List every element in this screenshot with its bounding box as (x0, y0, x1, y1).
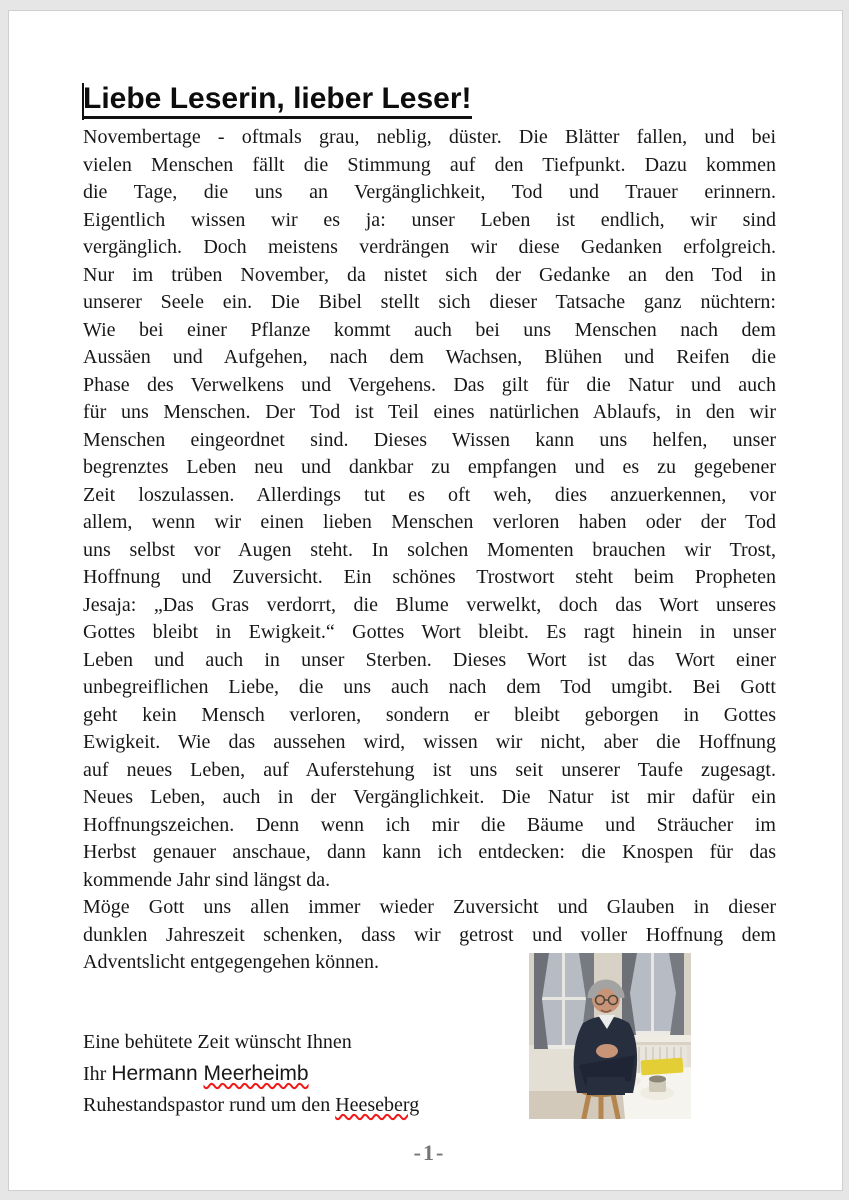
signature-name-line (83, 1058, 523, 1090)
article-body (83, 124, 776, 977)
signature-name-prefix: Ihr (83, 1062, 112, 1085)
text-line: vergänglich. Doch meistens verdrängen wir diese Gedanken erfolgreich. (83, 236, 776, 258)
text-line: Neues Leben, auch in der Vergänglichkeit. Die Natur ist mir dafür ein (83, 786, 776, 808)
text-line: begrenztes Leben neu und dankbar zu empfangen und es zu gegebener (83, 456, 776, 478)
text-line: Hoffnungszeichen. Denn wenn ich mir die Bäume und Sträucher im (83, 813, 776, 836)
pastor-photo-illustration (529, 953, 691, 1119)
paragraph (83, 124, 776, 894)
signature-role-line (83, 1090, 523, 1121)
text-line: Zeit loszulassen. Allerdings tut es oft weh, dies anzuerkennen, vor (83, 483, 776, 506)
text-line: unserer Seele ein. Die Bibel stellt sich dieser Tatsache ganz nüchtern: (83, 291, 776, 313)
text-line: allem, wenn wir einen lieben Menschen verloren haben oder der Tod (83, 511, 776, 533)
text-line: unbegreiflichen Liebe, die uns auch nach dem Tod umgibt. Bei Gott (83, 676, 776, 698)
text-line: Herbst genauer anschaue, dann kann ich entdecken: die Knospen für das (83, 841, 776, 863)
text-line: Eigentlich wissen wir es ja: unser Leben ist endlich, wir sind (83, 208, 776, 231)
text-line: vielen Menschen fällt die Stimmung auf den Tiefpunkt. Dazu kommen (83, 153, 776, 176)
signature-wish-text: Eine behütete Zeit wünscht Ihnen (83, 1030, 352, 1053)
signature-surname-misspelled: Meerheimb (203, 1061, 309, 1085)
signature-place-misspelled: Heeseberg (335, 1093, 420, 1116)
pastor-photo[interactable] (529, 953, 691, 1119)
text-line: Leben und auch in unser Sterben. Dieses Wort ist das Wort einer (83, 648, 776, 671)
text-line: Novembertage - oftmals grau, neblig, düster. Die Blätter fallen, und bei (83, 126, 776, 148)
text-line: Wie bei einer Pflanze kommt auch bei uns Menschen nach dem (83, 318, 776, 341)
text-line: Gottes bleibt in Ewigkeit.“ Gottes Wort bleibt. Es ragt hinein in unser (83, 621, 776, 643)
text-line: für uns Menschen. Der Tod ist Teil eines natürlichen Ablaufs, in den wir (83, 401, 776, 423)
signature-block (83, 1027, 523, 1121)
text-line: Möge Gott uns allen immer wieder Zuversicht und Glauben in dieser (83, 896, 776, 918)
text-line: geht kein Mensch verloren, sondern er bleibt geborgen in Gottes (83, 703, 776, 726)
page-title (83, 83, 774, 115)
signature-wish-line (83, 1027, 523, 1058)
text-line: Phase des Verwelkens und Vergehens. Das gilt für die Natur und auch (83, 373, 776, 396)
text-line: dunklen Jahreszeit schenken, dass wir getrost und voller Hoffnung dem (83, 923, 776, 946)
text-line: Hoffnung und Zuversicht. Ein schönes Trostwort steht beim Propheten (83, 566, 776, 588)
page-content (9, 11, 842, 1166)
text-line: Nur im trüben November, da nistet sich der Gedanke an den Tod in (83, 263, 776, 286)
page-number: -1- (413, 1139, 446, 1165)
text-line: kommende Jahr sind längst da. (83, 868, 331, 891)
signature-first-name: Hermann (111, 1061, 204, 1085)
text-line: uns selbst vor Augen steht. In solchen Momenten brauchen wir Trost, (83, 538, 776, 561)
document-page[interactable] (8, 10, 843, 1191)
page-title-text: Liebe Leserin, lieber Leser! (83, 82, 472, 119)
signature-role-text: Ruhestandspastor rund um den (83, 1093, 336, 1116)
text-line: Adventslicht entgegengehen können. (83, 951, 380, 973)
text-line: auf neues Leben, auf Auferstehung ist uns seit unserer Taufe zugesagt. (83, 758, 776, 781)
text-line: Menschen eingeordnet sind. Dieses Wissen kann uns helfen, unser (83, 428, 776, 451)
text-line: die Tage, die uns an Vergänglichkeit, Tod und Trauer erinnern. (83, 181, 776, 203)
text-line: Ewigkeit. Wie das aussehen wird, wissen wir nicht, aber die Hoffnung (83, 731, 776, 753)
text-line: Jesaja: „Das Gras verdorrt, die Blume verwelkt, doch das Wort unseres (83, 593, 776, 616)
text-line: Aussäen und Aufgehen, nach dem Wachsen, Blühen und Reifen die (83, 346, 776, 368)
